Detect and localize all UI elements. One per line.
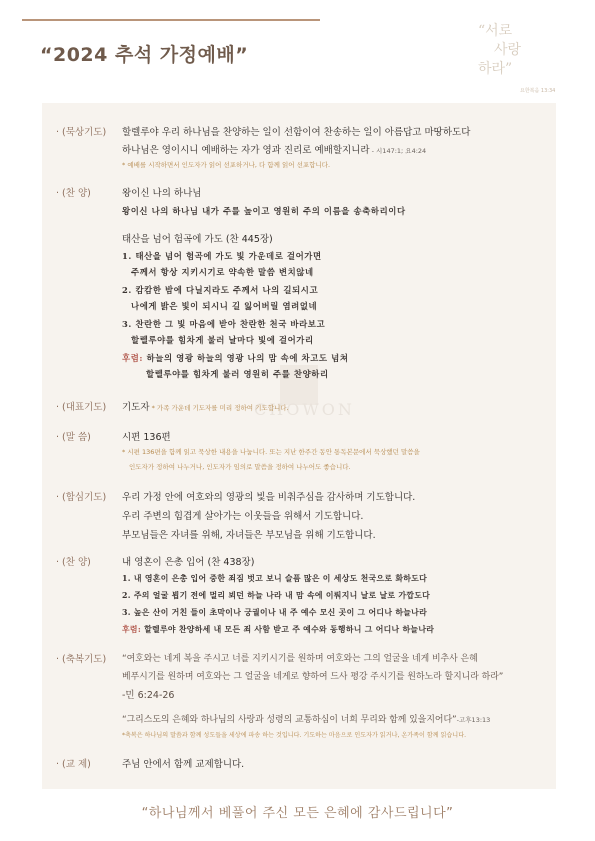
hymn-2-refrain-a bbox=[122, 352, 349, 364]
word-note-2: 인도자가 정하여 나누거나, 인도자가 임의로 말씀을 정하여 나누어도 좋습니다. bbox=[129, 463, 351, 471]
blessing-reference-2: -고후13:13 bbox=[456, 716, 491, 724]
representative-prayer-line bbox=[122, 399, 289, 413]
silent-prayer-line-1: 할렐루야 우리 하나님을 찬양하는 일이 선함이여 찬송하는 일이 아름답고 마땅하도다 bbox=[122, 127, 471, 138]
fellowship-text: 주님 안에서 함께 교제합니다. bbox=[122, 759, 245, 770]
section-label-blessing: · (축복기도) bbox=[56, 654, 107, 665]
footer-thanks: “하나님께서 베풀어 주신 모든 은혜에 감사드립니다” bbox=[141, 806, 454, 821]
hymn-2-verse-1b: 주께서 항상 지키시기로 약속한 말씀 변치않네 bbox=[131, 267, 314, 277]
hymn-3-verse-3: 3. 높은 산이 거친 들이 초막이나 궁궐이나 내 주 예수 모신 곳이 그 어디나 하늘나라 bbox=[122, 608, 428, 617]
silent-prayer-verse: 하나님은 영이시니 예배하는 자가 영과 진리로 예배할지니라 bbox=[122, 145, 370, 156]
representative-prayer-note: * 가족 가운데 기도자를 미리 정하여 기도합니다. bbox=[149, 404, 289, 412]
page-title: “2024 추석 가정예배” bbox=[40, 44, 249, 66]
blessing-note: *축복은 하나님의 말씀과 함께 성도들을 세상에 파송 하는 것입니다. 기도하는 마음으로 인도자가 읽거나, 온가족이 함께 읽습니다. bbox=[122, 732, 467, 739]
hymn-3-refrain bbox=[122, 624, 434, 635]
slogan-line-1: “서로 bbox=[478, 23, 513, 39]
hymn-3-title: 내 영혼이 은총 입어 (찬 438장) bbox=[122, 557, 255, 568]
hymn-2-verse-3b: 할렐루야를 힘차게 불러 날마다 빛에 걸어가리 bbox=[131, 335, 314, 345]
section-label-hymn-2: · (찬 양) bbox=[56, 557, 91, 568]
hymn-2-refrain-label: 후렴: bbox=[122, 353, 144, 363]
slogan bbox=[478, 22, 588, 94]
section-label-fellowship: · (교 제) bbox=[56, 759, 91, 770]
blessing-line-3 bbox=[122, 712, 490, 725]
blessing-line-2: 베푸시기를 원하며 여호와는 그 얼굴을 네게로 향하여 드사 평강 주시기를 원하노라 할지니라 하라” bbox=[122, 672, 504, 682]
hymn-2-title: 태산을 넘어 험곡에 가도 (찬 445장) bbox=[122, 234, 273, 245]
section-label-representative-prayer: · (대표기도) bbox=[56, 402, 107, 413]
hymn-2-verse-2a: 2. 캄캄한 밤에 다닐지라도 주께서 나의 길되시고 bbox=[122, 285, 319, 295]
joint-prayer-line-3: 부모님들은 자녀를 위해, 자녀들은 부모님을 위해 기도합니다. bbox=[122, 530, 376, 541]
word-text: 시편 136편 bbox=[122, 432, 171, 443]
top-rule bbox=[22, 19, 320, 21]
section-label-hymn-1: · (찬 양) bbox=[56, 188, 91, 199]
slogan-reference: 요한복음 13:34 bbox=[520, 88, 556, 94]
hymn-2-refrain-b: 할렐루야를 힘차게 불러 영원히 주를 찬양하리 bbox=[146, 369, 329, 379]
hymn-1-lyric: 왕이신 나의 하나님 내가 주를 높이고 영원히 주의 이름을 송축하리이다 bbox=[122, 206, 406, 216]
blessing-line-1: “여호와는 네게 복을 주시고 너를 지키시기를 원하며 여호와는 그의 얼굴을 네게 비추사 은혜 bbox=[122, 654, 478, 664]
section-label-joint-prayer: · (합심기도) bbox=[56, 492, 107, 503]
hymn-3-refrain-text: 할렐루야 찬양하세 내 모든 죄 사함 받고 주 예수와 동행하니 그 어디나 하늘나라 bbox=[141, 625, 435, 634]
watermark-text: CHOWON bbox=[254, 400, 355, 419]
joint-prayer-line-1: 우리 가정 안에 여호와의 영광의 빛을 비춰주심을 감사하며 기도합니다. bbox=[122, 492, 416, 503]
blessing-reference-1: -민 6:24-26 bbox=[122, 690, 175, 701]
silent-prayer-note: * 예배를 시작하면서 인도자가 읽어 선포하거나, 다 함께 읽어 선포합니다. bbox=[122, 161, 331, 169]
word-note-1: * 시편 136편을 함께 읽고 묵상한 내용을 나눕니다. 또는 지난 한주간 동안 통독본문에서 묵상했던 말씀을 bbox=[122, 448, 420, 456]
hymn-3-verse-2: 2. 주의 얼굴 뵙기 전에 멀리 뵈던 하늘 나라 내 맘 속에 이뤄지니 날로 날로 가깝도다 bbox=[122, 591, 431, 600]
hymn-2-verse-2b: 나에게 밝은 빛이 되시니 길 잃어버릴 염려없네 bbox=[131, 301, 318, 311]
silent-prayer-reference: - 시147:1; 요4:24 bbox=[369, 147, 427, 155]
section-label-silent-prayer: · (묵상기도) bbox=[56, 127, 107, 138]
hymn-2-verse-1a: 1. 태산을 넘어 험곡에 가도 빛 가운데로 걸어가면 bbox=[122, 251, 322, 261]
section-label-word: · (말 씀) bbox=[56, 432, 91, 443]
slogan-line-2: 사랑 bbox=[494, 42, 522, 58]
hymn-1-title: 왕이신 나의 하나님 bbox=[122, 188, 202, 199]
blessing-verse-2: “그리스도의 은혜와 하나님의 사랑과 성령의 교통하심이 너희 무리와 함께 있을지어다” bbox=[122, 715, 457, 725]
hymn-3-refrain-label: 후렴: bbox=[122, 625, 142, 634]
representative-prayer-text: 기도자 bbox=[122, 402, 150, 413]
slogan-line-3: 하라” bbox=[478, 61, 513, 77]
joint-prayer-line-2: 우리 주변의 힘겹게 살아가는 이웃들을 위해서 기도합니다. bbox=[122, 511, 364, 522]
hymn-3-verse-1: 1. 내 영혼이 은총 입어 중한 죄짐 벗고 보니 슬픔 많은 이 세상도 천국으로 화하도다 bbox=[122, 574, 428, 583]
hymn-2-refrain-text: 하늘의 영광 하늘의 영광 나의 맘 속에 차고도 넘쳐 bbox=[143, 353, 349, 363]
hymn-2-verse-3a: 3. 찬란한 그 빛 마음에 받아 찬란한 천국 바라보고 bbox=[122, 319, 326, 329]
silent-prayer-line-2 bbox=[122, 142, 426, 156]
